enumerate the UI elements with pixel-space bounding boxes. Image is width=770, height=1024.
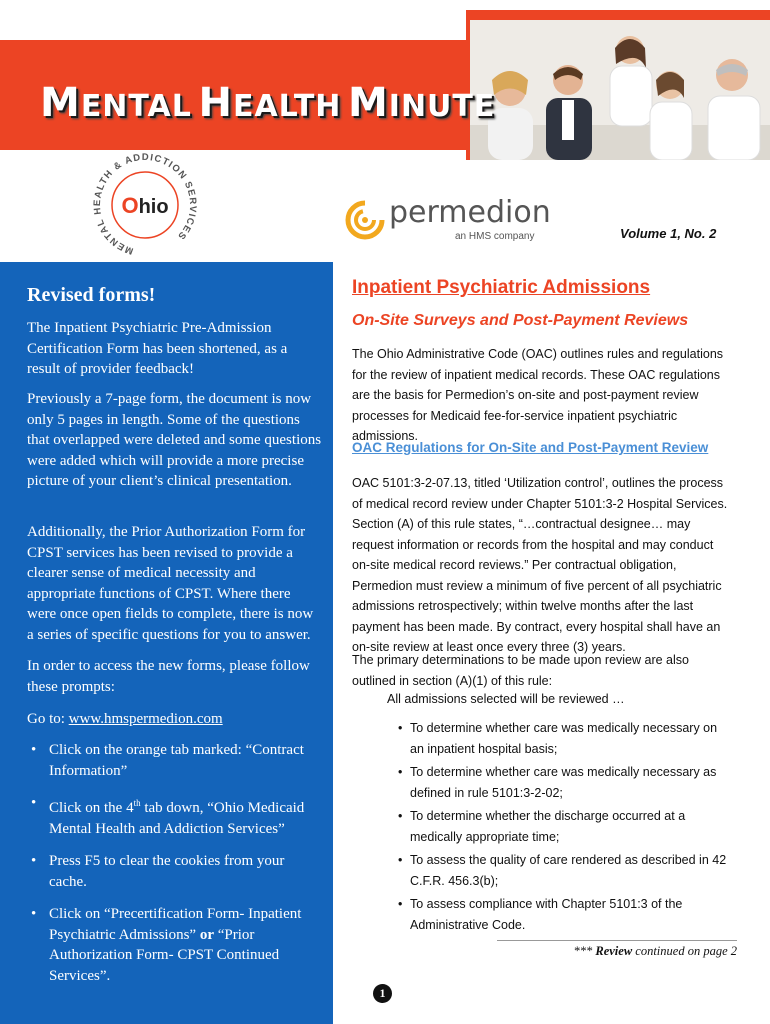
title-letter: H [198,80,233,126]
determinations-list [398,718,728,938]
list-item: • To determine whether care was medically necessary on an inpatient hospital basis; [398,718,728,759]
sidebar-goto-line [27,709,322,730]
permedion-tagline: an HMS company [455,231,535,242]
sidebar-paragraph: Previously a 7-page form, the document is now only 5 pages in length. Some of the questions that overlapped were deleted and some questions were added which will provide a more precise picture of your client’s clinical presentation. [27,391,322,489]
article-paragraph: The Ohio Administrative Code (OAC) outlines rules and regulations for the review of inpatient medical records. These OAC regulations are the basis for Permedion’s on-site and post-payment review processes for Medicaid fee-for-service inpatient psychiatric admissions. [352,347,724,443]
step-text: Click on “Precertification Form- Inpatient Psychiatric Admissions” [49,906,302,943]
title-word-part: ENTAL [80,89,192,124]
step-text: tab down, “Ohio Medicaid Mental Health and Addiction Services” [49,800,305,837]
sidebar-steps-list [27,740,322,998]
article-paragraph: OAC 5101:3-2-07.13, titled ‘Utilization control’, outlines the process of medical record review under Chapter 5101:3-2 Hospital Services. Section (A) of this rule states, “…contractual designee… may request information or records from the hospital and may conduct on-site medical record reviews.” Per contractual obligation, Permedion must review a minimum of five percent of all psychiatric admissions retrospectively; within twelve months after the last payment has been made. By contract, every hospital shall have an on-site review at least once every three (3) years. [352,476,728,654]
review-intro: All admissions selected will be reviewed … [387,692,625,706]
permedion-wordmark: permedion [389,195,551,230]
newsletter-title [40,80,495,126]
list-item: • To determine whether care was medically necessary as defined in rule 5101:3-2-02; [398,762,728,803]
header-banner [0,10,770,150]
title-letter: M [347,80,389,126]
ohio-mhas-logo [85,150,205,260]
header-photo-medical-team [466,10,770,160]
list-item [27,740,322,781]
svg-text:MENTAL HEALTH & ADDICTION SERV: MENTAL HEALTH & ADDICTION SERVICES [91,151,199,257]
section-heading: OAC Regulations for On-Site and Post-Payment Review [352,440,709,455]
title-word-part: INUTE [388,89,496,124]
title-word-part: EALTH [232,89,342,124]
list-item [27,851,322,892]
continued-text: continued on page 2 [632,944,737,958]
list-item [27,904,322,986]
continued-bold: Review [595,944,633,958]
continued-note [497,940,737,959]
step-superscript: th [133,798,141,808]
team-photo-illustration [470,20,770,160]
step-text-bold: or [199,926,214,943]
step-text: Click on the 4 [49,800,134,816]
list-item: • To determine whether the discharge occurred at a medically appropriate time; [398,806,728,847]
hmspermedion-link[interactable]: www.hmspermedion.com [68,711,223,727]
article-heading: Inpatient Psychiatric Admissions [352,277,651,298]
list-item [27,793,322,839]
article-subheading: On-Site Surveys and Post-Payment Reviews [352,312,689,329]
volume-number: Volume 1, No. 2 [620,226,717,241]
list-item: • To assess the quality of care rendered as described in 42 C.F.R. 456.3(b); [398,850,728,891]
title-letter: M [40,80,81,126]
sidebar-paragraph: Additionally, the Prior Authorization Form for CPST services has been revised to provide a clearer sense of medical necessity and appropriate functions of CPST. Where there were once open fields to complete, there is now a series of specific questions for you to answer. [27,524,314,643]
list-item: • To assess compliance with Chapter 5101:3 of the Administrative Code. [398,894,728,935]
page-number: 1 [373,984,392,1003]
step-text: Press F5 to clear the cookies from your cache. [49,853,285,890]
sidebar-paragraph: In order to access the new forms, please follow these prompts: [27,658,310,695]
sidebar-heading: Revised forms! [27,284,156,306]
goto-label: Go to: [27,711,69,727]
step-text: Click on the orange tab marked: “Contract Information” [49,742,304,779]
article-paragraph: The primary determinations to be made upon review are also outlined in section (A)(1) of this rule: [352,653,689,688]
continued-stars: *** [573,944,596,958]
svg-text:Ohio: Ohio [121,193,169,218]
ohio-seal-graphic [85,150,205,260]
sidebar-paragraph: The Inpatient Psychiatric Pre-Admission Certification Form has been shortened, as a result of provider feedback! [27,320,288,377]
permedion-logo [345,195,551,250]
step-text: “Prior Authorization Form- CPST Continued Services”. [49,926,280,984]
